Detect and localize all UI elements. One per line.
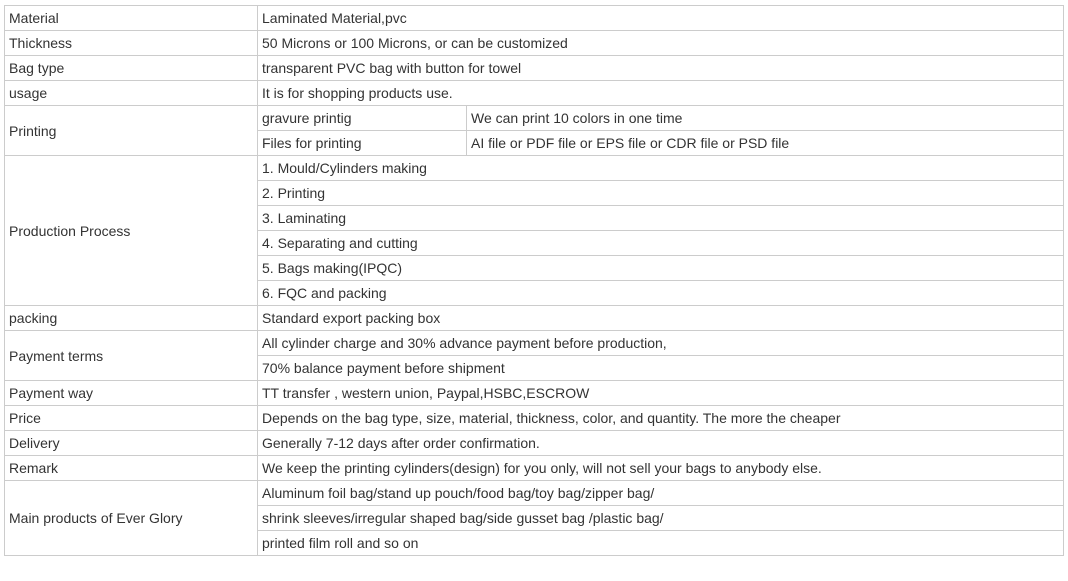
product-spec-table bbox=[4, 5, 1064, 556]
table-row bbox=[5, 406, 1064, 431]
row-label: Main products of Ever Glory bbox=[5, 481, 258, 556]
row-value: Standard export packing box bbox=[258, 306, 1064, 331]
payment-terms-line: All cylinder charge and 30% advance payment before production, bbox=[258, 331, 1064, 356]
table-row bbox=[5, 481, 1064, 506]
row-value: TT transfer , western union, Paypal,HSBC,ESCROW bbox=[258, 381, 1064, 406]
process-step: 3. Laminating bbox=[258, 206, 1064, 231]
row-label: Material bbox=[5, 6, 258, 31]
row-value: 50 Microns or 100 Microns, or can be customized bbox=[258, 31, 1064, 56]
row-label: Production Process bbox=[5, 156, 258, 306]
printing-value: We can print 10 colors in one time bbox=[467, 106, 1064, 131]
row-label: Printing bbox=[5, 106, 258, 156]
row-value: It is for shopping products use. bbox=[258, 81, 1064, 106]
printing-value: AI file or PDF file or EPS file or CDR file or PSD file bbox=[467, 131, 1064, 156]
table-row bbox=[5, 81, 1064, 106]
row-label: Delivery bbox=[5, 431, 258, 456]
printing-key: gravure printig bbox=[258, 106, 467, 131]
process-step: 1. Mould/Cylinders making bbox=[258, 156, 1064, 181]
row-label: usage bbox=[5, 81, 258, 106]
table-row bbox=[5, 431, 1064, 456]
row-value: Laminated Material,pvc bbox=[258, 6, 1064, 31]
row-value: Generally 7-12 days after order confirmation. bbox=[258, 431, 1064, 456]
main-products-line: printed film roll and so on bbox=[258, 531, 1064, 556]
process-step: 6. FQC and packing bbox=[258, 281, 1064, 306]
row-label: Thickness bbox=[5, 31, 258, 56]
printing-key: Files for printing bbox=[258, 131, 467, 156]
row-value: transparent PVC bag with button for towel bbox=[258, 56, 1064, 81]
row-label: Payment way bbox=[5, 381, 258, 406]
row-value: We keep the printing cylinders(design) for you only, will not sell your bags to anybody else. bbox=[258, 456, 1064, 481]
row-label: packing bbox=[5, 306, 258, 331]
process-step: 4. Separating and cutting bbox=[258, 231, 1064, 256]
row-label: Price bbox=[5, 406, 258, 431]
main-products-line: shrink sleeves/irregular shaped bag/side gusset bag /plastic bag/ bbox=[258, 506, 1064, 531]
table-row bbox=[5, 31, 1064, 56]
table-row bbox=[5, 56, 1064, 81]
main-products-line: Aluminum foil bag/stand up pouch/food bag/toy bag/zipper bag/ bbox=[258, 481, 1064, 506]
table-row bbox=[5, 156, 1064, 181]
row-value: Depends on the bag type, size, material, thickness, color, and quantity. The more the cheaper bbox=[258, 406, 1064, 431]
table-row bbox=[5, 331, 1064, 356]
row-label: Payment terms bbox=[5, 331, 258, 381]
process-step: 5. Bags making(IPQC) bbox=[258, 256, 1064, 281]
row-label: Bag type bbox=[5, 56, 258, 81]
table-row bbox=[5, 306, 1064, 331]
row-label: Remark bbox=[5, 456, 258, 481]
table-row bbox=[5, 106, 1064, 131]
table-row bbox=[5, 6, 1064, 31]
process-step: 2. Printing bbox=[258, 181, 1064, 206]
table-row bbox=[5, 381, 1064, 406]
table-row bbox=[5, 456, 1064, 481]
payment-terms-line: 70% balance payment before shipment bbox=[258, 356, 1064, 381]
